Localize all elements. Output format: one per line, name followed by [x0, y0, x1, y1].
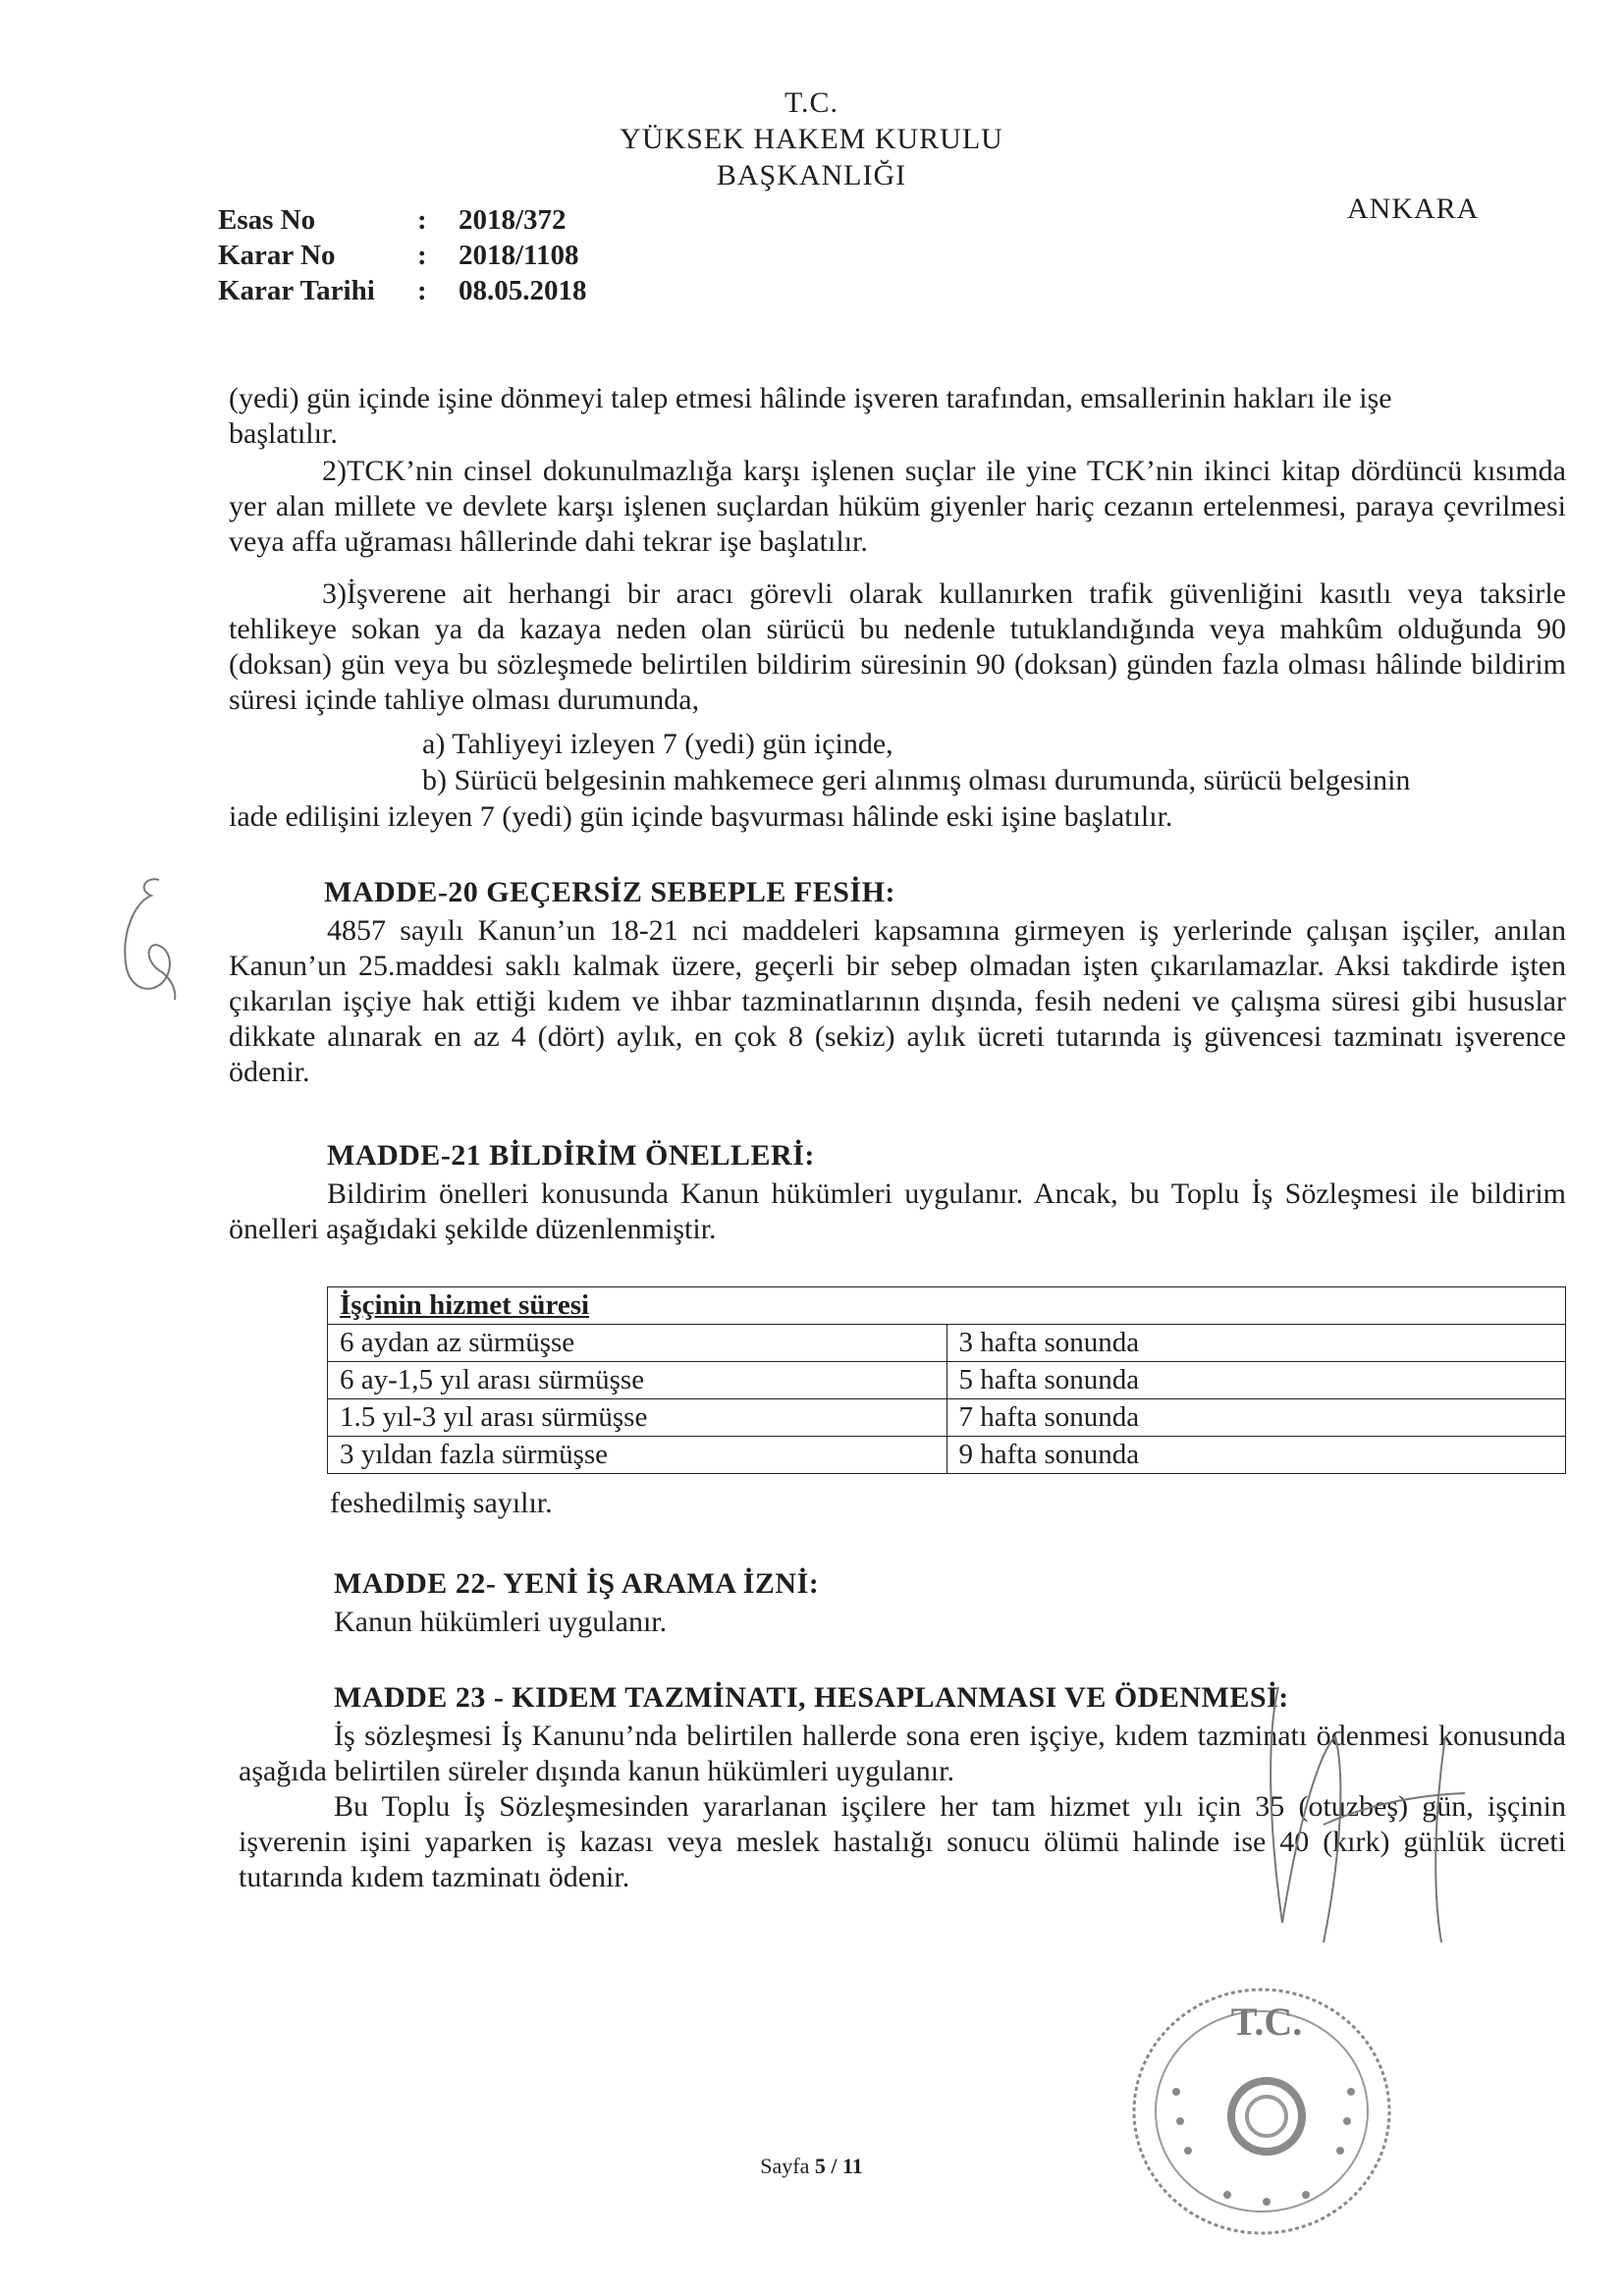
paragraph-3b: b) Sürücü belgesinin mahkemece geri alınmış olması durumunda, sürücü belgesinin: [422, 764, 1411, 796]
table-cell-notice: 3 hafta sonunda: [947, 1325, 1566, 1362]
meta-row: [218, 273, 587, 308]
case-meta: [218, 202, 587, 308]
page-footer: [0, 2154, 1623, 2179]
table-row: [328, 1437, 1566, 1474]
header-institution: YÜKSEK HAKEM KURULU: [620, 123, 1003, 155]
meta-row: [218, 238, 587, 273]
page-number: 5 / 11: [814, 2154, 863, 2178]
header-city: ANKARA: [1347, 192, 1480, 225]
official-seal: [1119, 1974, 1404, 2249]
paragraph-3: 3)İşverene ait herhangi bir aracı görevli olarak kullanırken trafik güvenliğini kasıtlı veya taksirle tehlikeye sokan ya da kazaya neden olan sürücü bu nedenle tutuklandığında veya mahkûm olduğunda 90 (doksan) gün veya bu sözleşmede belirtilen bildirim süresinin 90 (doksan) günden fazla olması hâlinde bildirim süresi içinde tahliye olması durumunda,: [229, 577, 1566, 716]
meta-label: Karar No: [218, 240, 336, 271]
table-cell-notice: 9 hafta sonunda: [947, 1437, 1566, 1474]
table-cell-period: 3 yıldan fazla sürmüşse: [328, 1437, 947, 1474]
section-21-text: Bildirim önelleri konusunda Kanun hükümleri uygulanır. Ancak, bu Toplu İş Sözleşmesi ile bildirim önelleri aşağıdaki şekilde düzenlenmiştir.: [229, 1177, 1566, 1245]
meta-value: 2018/1108: [459, 240, 579, 271]
notice-period-table: [327, 1286, 1566, 1474]
meta-sep: :: [417, 204, 427, 236]
paragraph-2: 2)TCK’nin cinsel dokunulmazlığa karşı işlenen suçlar ile yine TCK’nin ikinci kitap dördüncü kısımda yer alan millete ve devlete karşı işlenen suçlardan hüküm giyenler hariç cezanın ertelenmesi, paraya çevrilmesi veya affa uğraması hâllerinde dahi tekrar işe başlatılır.: [229, 455, 1566, 558]
handwritten-initial-mark: [116, 872, 185, 1005]
section-22-title: MADDE 22- YENİ İŞ ARAMA İZNİ:: [334, 1567, 820, 1600]
meta-sep: :: [417, 275, 427, 306]
table-row: [328, 1399, 1566, 1437]
meta-value: 2018/372: [459, 204, 567, 236]
meta-label: Karar Tarihi: [218, 275, 375, 306]
letterhead: [0, 84, 1623, 193]
table-after-text: feshedilmiş sayılır.: [330, 1487, 553, 1519]
header-department: BAŞKANLIĞI: [716, 159, 907, 191]
intro-line-2: başlatılır.: [229, 417, 338, 450]
section-23-text-1: İş sözleşmesi İş Kanunu’nda belirtilen hallerde sona eren işçiye, kıdem tazminatı ödenmesi konusunda aşağıda belirtilen süreler dışında kanun hükümleri uygulanır.: [239, 1720, 1566, 1787]
table-cell-period: 6 aydan az sürmüşse: [328, 1325, 947, 1362]
page-label: Sayfa: [760, 2154, 810, 2178]
seal-text: T.C.: [1230, 1999, 1303, 2044]
signature-scribble: [1239, 1677, 1485, 1962]
paragraph-3a: a) Tahliyeyi izleyen 7 (yedi) gün içinde,: [422, 728, 893, 760]
section-23-title: MADDE 23 - KIDEM TAZMİNATI, HESAPLANMASI VE ÖDENMESİ:: [334, 1681, 1289, 1714]
table-header-row: [328, 1287, 1566, 1325]
paragraph-3b-cont: iade edilişini izleyen 7 (yedi) gün içinde başvurması hâlinde eski işine başlatılır.: [229, 800, 1173, 833]
paragraph-intro: [229, 381, 1566, 452]
meta-row: [218, 202, 587, 238]
table-cell-period: 6 ay-1,5 yıl arası sürmüşse: [328, 1362, 947, 1399]
meta-value: 08.05.2018: [459, 275, 587, 306]
section-21-title: MADDE-21 BİLDİRİM ÖNELLERİ:: [327, 1139, 815, 1172]
intro-line-1: (yedi) gün içinde işine dönmeyi talep etmesi hâlinde işveren tarafından, emsallerinin hakları ile işe: [229, 382, 1392, 414]
section-20-text: 4857 sayılı Kanun’un 18-21 nci maddeleri kapsamına girmeyen iş yerlerinde çalışan işçiler, anılan Kanun’un 25.maddesi saklı kalmak üzere, geçerli bir sebep olmadan işten çıkarılamazlar. Aksi takdirde işten çıkarılan işçiye hak ettiği kıdem ve ihbar tazminatlarının dışında, fesih nedeni ve çalışma süresi gibi hususlar dikkate alınarak en az 4 (dört) aylık, en çok 8 (sekiz) aylık ücreti tutarında iş güvencesi tazminatı işverence ödenir.: [229, 914, 1566, 1088]
section-20-title: MADDE-20 GEÇERSİZ SEBEPLE FESİH:: [324, 876, 895, 908]
section-22-text: Kanun hükümleri uygulanır.: [334, 1606, 668, 1638]
table-row: [328, 1362, 1566, 1399]
header-tc: T.C.: [784, 86, 839, 119]
meta-sep: :: [417, 240, 427, 271]
table-cell-notice: 5 hafta sonunda: [947, 1362, 1566, 1399]
table-cell-notice: 7 hafta sonunda: [947, 1399, 1566, 1437]
section-23-text-2: Bu Toplu İş Sözleşmesinden yararlanan işçilere her tam hizmet yılı için 35 (otuzbeş) gün, işçinin işverenin işini yaparken iş kazası veya meslek hastalığı sonucu ölümü halinde ise 40 (kırk) günlük ücreti tutarında kıdem tazminatı ödenir.: [239, 1790, 1566, 1893]
meta-label: Esas No: [218, 204, 316, 236]
table-header-cell: İşçinin hizmet süresi: [328, 1287, 1566, 1325]
table-row: [328, 1325, 1566, 1362]
table-cell-period: 1.5 yıl-3 yıl arası sürmüşse: [328, 1399, 947, 1437]
